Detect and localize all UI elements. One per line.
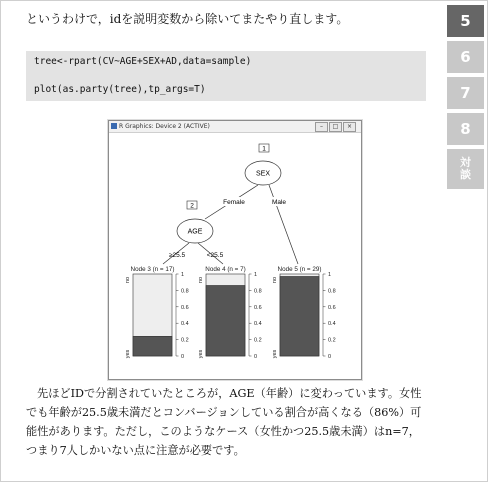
root-node-id: 1 xyxy=(262,145,266,153)
root-node-label: SEX xyxy=(255,170,271,178)
body-line: でも年齢が25.5歳未満だとコンバージョンしている割合が高くなる（86%）可 xyxy=(26,406,422,419)
tree-plot xyxy=(109,133,361,379)
y-label-no: no xyxy=(198,276,204,284)
y-tick-label: 0.2 xyxy=(254,337,262,344)
tab-chapter-7[interactable]: 7 xyxy=(447,77,484,109)
y-tick-label: 0.4 xyxy=(328,321,336,328)
body-text xyxy=(26,384,436,460)
minimize-button[interactable]: – xyxy=(315,122,328,132)
edge-label-female: Female xyxy=(223,199,245,206)
y-label-yes: yes xyxy=(125,349,131,359)
node-title: Node 3 (n = 17) xyxy=(130,266,175,273)
y-tick-label: 0.6 xyxy=(181,304,189,311)
tab-chapter-5[interactable]: 5 xyxy=(447,5,484,37)
window-title: R Graphics: Device 2 (ACTIVE) xyxy=(119,123,210,130)
body-line: 先ほどIDで分割されていたところが，AGE（年齢）に変わっています。女性 xyxy=(37,387,422,400)
y-label-no: no xyxy=(125,276,131,284)
y-tick-label: 0.8 xyxy=(181,288,189,295)
y-tick-label: 1 xyxy=(328,272,332,278)
code-block xyxy=(26,51,426,101)
terminal-panels xyxy=(125,266,336,360)
y-tick-label: 0.4 xyxy=(181,321,189,328)
node-title: Node 4 (n = 7) xyxy=(205,266,246,273)
y-tick-label: 0.8 xyxy=(254,288,262,295)
code-line: plot(as.party(tree),tp_args=T) xyxy=(34,84,206,95)
bar-yes xyxy=(206,285,245,356)
y-tick-label: 0 xyxy=(328,354,332,360)
inner-node-label: AGE xyxy=(187,228,203,236)
y-tick-label: 0.8 xyxy=(328,288,336,295)
y-tick-label: 1 xyxy=(181,272,185,278)
tab-chapter-6[interactable]: 6 xyxy=(447,41,484,73)
tab-dialogue[interactable]: 対 談 xyxy=(447,149,484,189)
bar-yes xyxy=(133,336,172,356)
code-line: tree<-rpart(CV~AGE+SEX+AD,data=sample) xyxy=(34,56,252,67)
y-tick-label: 0.2 xyxy=(181,337,189,344)
y-tick-label: 0 xyxy=(181,354,185,360)
window-titlebar xyxy=(109,121,361,133)
body-line: つまり7人しかいない点に注意が必要です。 xyxy=(26,444,245,457)
y-label-yes: yes xyxy=(198,349,204,359)
y-label-no: no xyxy=(272,276,278,284)
edge-root-right xyxy=(269,185,298,264)
body-line: 能性があります。ただし，このようなケース（女性かつ25.5歳未満）はn=7， xyxy=(26,425,420,438)
y-tick-label: 0 xyxy=(254,354,258,360)
edge-label-age-ge: ≥25.5 xyxy=(168,252,186,259)
r-app-icon xyxy=(111,123,117,129)
intro-text: というわけで，idを説明変数から除いてまたやり直します。 xyxy=(26,12,349,26)
node-title: Node 5 (n = 29) xyxy=(277,266,322,273)
edge-label-age-lt: <25.5 xyxy=(206,252,224,259)
close-button[interactable]: × xyxy=(343,122,356,132)
maximize-button[interactable]: □ xyxy=(329,122,342,132)
inner-node-id: 2 xyxy=(190,202,194,210)
bar-yes xyxy=(280,276,319,356)
y-tick-label: 0.6 xyxy=(254,304,262,311)
y-label-yes: yes xyxy=(272,349,278,359)
y-tick-label: 0.6 xyxy=(328,304,336,311)
r-graphics-window xyxy=(108,120,362,380)
y-tick-label: 1 xyxy=(254,272,258,278)
edge-label-male: Male xyxy=(271,199,287,206)
y-tick-label: 0.4 xyxy=(254,321,262,328)
tab-chapter-8[interactable]: 8 xyxy=(447,113,484,145)
y-tick-label: 0.2 xyxy=(328,337,336,344)
